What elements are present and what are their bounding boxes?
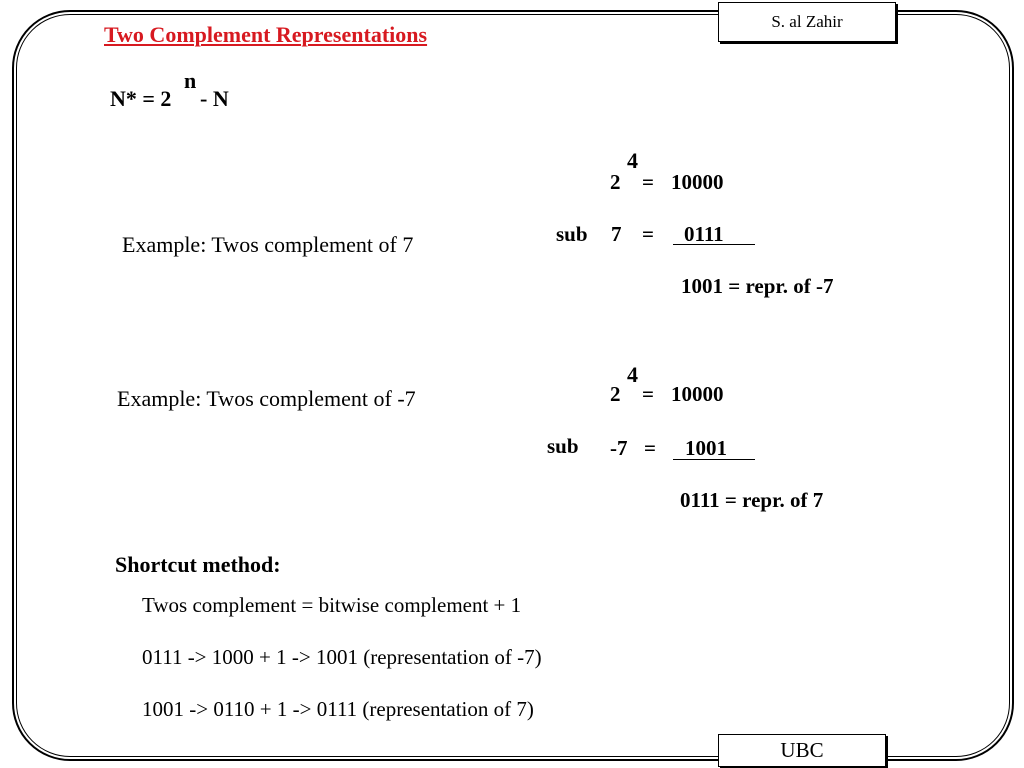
example2-result: 0111 = repr. of 7 <box>680 488 824 512</box>
example1-sub-label: sub <box>556 222 588 246</box>
example2-eq1: = <box>642 382 654 406</box>
example2-exponent: 4 <box>627 362 638 387</box>
example2-base: 2 <box>610 382 621 406</box>
example2-operand: -7 <box>610 436 628 460</box>
shortcut-heading: Shortcut method: <box>115 552 281 577</box>
shortcut-line-example-2: 1001 -> 0110 + 1 -> 0111 (representation of 7) <box>142 697 534 721</box>
formula-lhs: N* = 2 <box>110 86 172 111</box>
example1-subtraction-rule <box>673 244 755 245</box>
shortcut-line-example-1: 0111 -> 1000 + 1 -> 1001 (representation of -7) <box>142 645 542 669</box>
author-name: S. al Zahir <box>771 12 843 31</box>
example2-eq2: = <box>644 436 656 460</box>
slide-title: Two Complement Representations <box>104 22 428 47</box>
footer-label: UBC <box>780 738 824 762</box>
example1-result: 1001 = repr. of -7 <box>681 274 834 298</box>
footer-box <box>718 734 886 767</box>
example1-minuend: 10000 <box>671 170 724 194</box>
example2-subtraction-rule <box>673 459 755 460</box>
formula-rhs: - N <box>200 86 229 111</box>
formula-exponent: n <box>184 68 197 93</box>
example2-label: Example: Twos complement of -7 <box>117 386 416 411</box>
example1-eq1: = <box>642 170 654 194</box>
example2-minuend: 10000 <box>671 382 724 406</box>
example1-eq2: = <box>642 222 654 246</box>
example2-subtrahend: 1001 <box>685 436 727 460</box>
example1-base: 2 <box>610 170 621 194</box>
example2-sub-label: sub <box>547 434 579 458</box>
example1-operand: 7 <box>611 222 622 246</box>
example1-subtrahend: 0111 <box>684 222 724 246</box>
shortcut-line-rule: Twos complement = bitwise complement + 1 <box>142 593 522 617</box>
author-box <box>718 2 896 42</box>
example1-label: Example: Twos complement of 7 <box>122 232 414 257</box>
example1-exponent: 4 <box>627 148 638 173</box>
